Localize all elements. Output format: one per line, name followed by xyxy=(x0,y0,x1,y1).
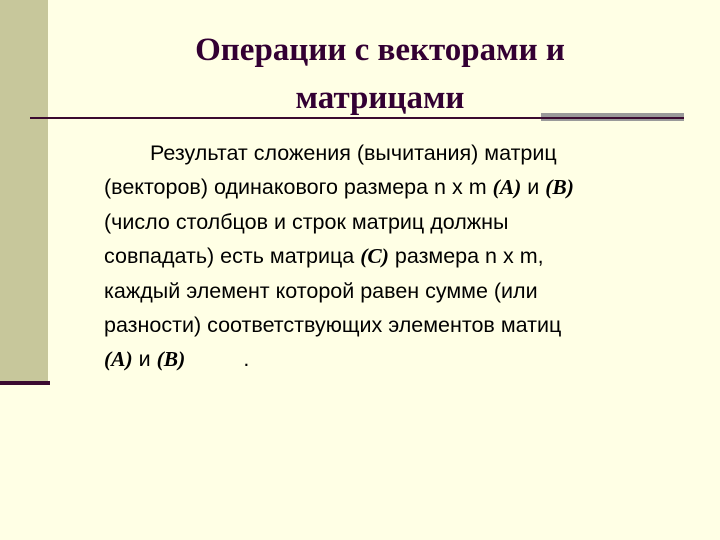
body-line-3: (число столбцов и строк матриц должны xyxy=(104,209,509,234)
body-line-4a: совпадать) есть матрица xyxy=(104,244,361,269)
title-line-2: матрицами xyxy=(295,80,465,116)
body-line-4c: размера n x m, xyxy=(388,244,544,269)
matrix-a-label: (A) xyxy=(492,175,522,200)
matrix-b-label: (B) xyxy=(545,175,574,200)
slide-title xyxy=(120,26,640,122)
body-line-7d: . xyxy=(243,347,250,372)
body-line-7b: и xyxy=(132,347,157,372)
body-line-1: Результат сложения (вычитания) матриц xyxy=(150,141,557,165)
body-line-2a: (векторов) одинакового размера n x m xyxy=(104,175,493,200)
body-line-2c: и xyxy=(521,175,546,200)
matrix-a-label-2: (A) xyxy=(104,347,133,372)
title-divider-right xyxy=(541,117,684,119)
body-line-5: каждый элемент которой равен сумме (или xyxy=(104,278,538,303)
title-divider xyxy=(30,117,544,119)
matrix-b-label-2: (B) xyxy=(156,347,186,372)
body-paragraph xyxy=(104,136,664,377)
left-accent-underline xyxy=(0,381,50,385)
left-accent-bar xyxy=(0,0,48,383)
title-line-1: Операции с векторами и xyxy=(195,32,565,68)
body-line-6: разности) соответствующих элементов матиц xyxy=(104,313,562,338)
matrix-c-label: (C) xyxy=(360,244,389,269)
